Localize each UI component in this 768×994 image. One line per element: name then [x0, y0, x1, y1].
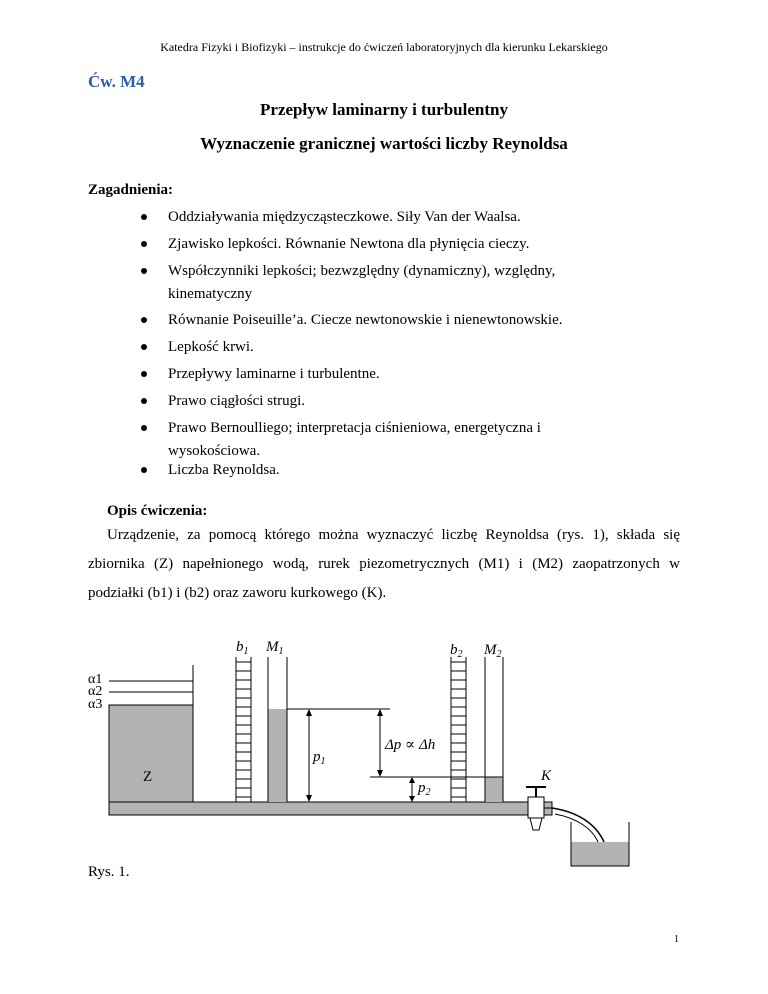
title-line-1: Przepływ laminarny i turbulentny	[260, 100, 508, 119]
topic-item: Przepływy laminarne i turbulentne.	[168, 366, 380, 382]
tube-m1-water	[268, 709, 287, 802]
exercise-code: Ćw. M4	[88, 72, 145, 91]
topic-item: Zjawisko lepkości. Równanie Newtona dla płynięcia cieczy.	[168, 236, 530, 252]
water-jet-inner	[555, 814, 598, 842]
label-m1: $M_1$	[266, 639, 284, 657]
p2-arrow-head-top	[409, 777, 415, 783]
horizontal-pipe	[109, 802, 552, 815]
water-jet	[552, 808, 604, 842]
description-heading: Opis ćwiczenia:	[107, 503, 208, 519]
label-alpha1: α1	[88, 672, 103, 687]
figure-caption: Rys. 1.	[88, 864, 130, 880]
title-line-2: Wyznaczenie granicznej wartości liczby Reynoldsa	[200, 134, 568, 153]
label-p2: $p_2$	[418, 780, 431, 798]
topic-item-continued: wysokościowa.	[168, 443, 261, 459]
dp-arrow-head-top	[377, 709, 383, 716]
valve-spout	[530, 818, 542, 830]
label-alpha3: α3	[88, 697, 103, 712]
valve-body	[528, 797, 544, 818]
label-dp: Δp ∝ Δh	[385, 737, 436, 753]
label-b1: $b_1$	[236, 639, 249, 657]
topic-item: Współczynniki lepkości; bezwzględny (dynamiczny), względny,	[168, 263, 556, 279]
p2-arrow-head-bottom	[409, 796, 415, 802]
p1-arrow-head-bottom	[306, 795, 312, 802]
label-m2: $M_2$	[484, 642, 502, 660]
dp-arrow-head-bottom	[377, 770, 383, 777]
beaker-water	[571, 842, 629, 866]
topic-item: Lepkość krwi.	[168, 339, 254, 355]
scale-b1-ticks	[236, 662, 251, 797]
label-p1: $p_1$	[313, 749, 326, 767]
tank-water	[109, 705, 193, 802]
label-b2: $b_2$	[450, 642, 463, 660]
topic-item-continued: kinematyczny	[168, 286, 253, 302]
p1-arrow-head-top	[306, 709, 312, 716]
label-tank-z: Z	[143, 769, 153, 785]
page-number: 1	[674, 934, 679, 945]
description-line: podziałki (b1) i (b2) oraz zaworu kurkowego (K).	[88, 585, 387, 601]
topic-item: Oddziaływania międzycząsteczkowe. Siły Van der Waalsa.	[168, 209, 521, 225]
topic-item: Liczba Reynoldsa.	[168, 462, 280, 478]
label-k: K	[541, 768, 552, 784]
tube-m2-water	[485, 777, 503, 802]
topics-heading: Zagadnienia:	[88, 182, 174, 198]
description-line: Urządzenie, za pomocą którego można wyznaczyć liczbę Reynoldsa (rys. 1), składa się	[107, 527, 680, 543]
label-alpha2: α2	[88, 684, 103, 699]
topic-item: Równanie Poiseuille’a. Ciecze newtonowskie i nienewtonowskie.	[168, 312, 563, 328]
page-header: Katedra Fizyki i Biofizyki – instrukcje do ćwiczeń laboratoryjnych dla kierunku Lekarskiego	[160, 40, 608, 54]
description-line: zbiornika (Z) napełnionego wodą, rurek piezometrycznych (M1) i (M2) zaopatrzonych w	[88, 556, 680, 572]
topic-item: Prawo ciągłości strugi.	[168, 393, 306, 409]
topic-item: Prawo Bernoulliego; interpretacja ciśnieniowa, energetyczna i	[168, 420, 541, 436]
